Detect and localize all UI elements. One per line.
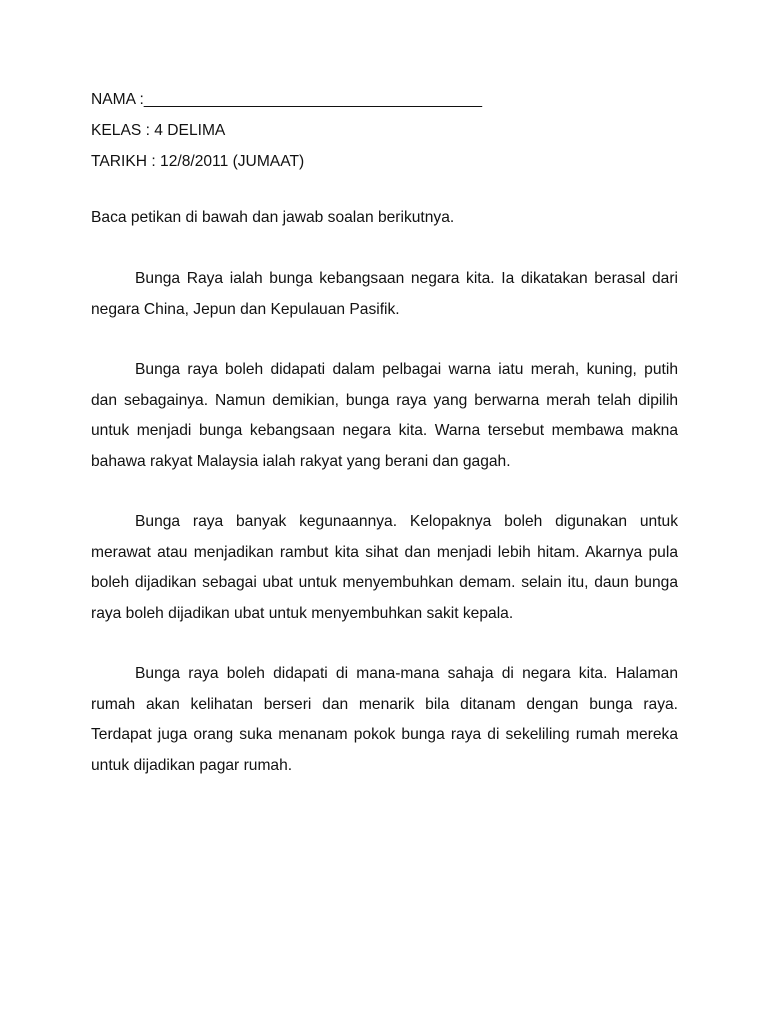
passage-paragraph-3: Bunga raya banyak kegunaannya. Kelopaknya boleh digunakan untuk merawat atau menjadikan rambut kita sihat dan menjadi lebih hitam. Akarnya pula boleh dijadikan sebagai ubat untuk menyembuhkan demam. selain itu, daun bunga raya boleh dijadikan ubat untuk menyembuhkan sakit kepala. xyxy=(91,513,678,622)
name-field-label: NAMA :_______________________________________ xyxy=(91,91,483,108)
instruction-text: Baca petikan di bawah dan jawab soalan berikutnya. xyxy=(91,209,455,226)
date-label: TARIKH : 12/8/2011 (JUMAAT) xyxy=(91,153,305,170)
passage-paragraph-4: Bunga raya boleh didapati di mana-mana sahaja di negara kita. Halaman rumah akan kelihatan berseri dan menarik bila ditanam dengan bunga raya. Terdapat juga orang suka menanam pokok bunga raya di sekeliling rumah mereka untuk dijadikan pagar rumah. xyxy=(91,665,678,774)
passage-paragraph-2: Bunga raya boleh didapati dalam pelbagai warna iatu merah, kuning, putih dan sebagainya. Namun demikian, bunga raya yang berwarna merah telah dipilih untuk menjadi bunga kebangsaan negara kita. Warna tersebut membawa makna bahawa rakyat Malaysia ialah rakyat yang berani dan gagah. xyxy=(91,361,678,470)
class-label: KELAS : 4 DELIMA xyxy=(91,122,226,139)
passage-paragraph-1: Bunga Raya ialah bunga kebangsaan negara kita. Ia dikatakan berasal dari negara China, Jepun dan Kepulauan Pasifik. xyxy=(91,270,678,318)
